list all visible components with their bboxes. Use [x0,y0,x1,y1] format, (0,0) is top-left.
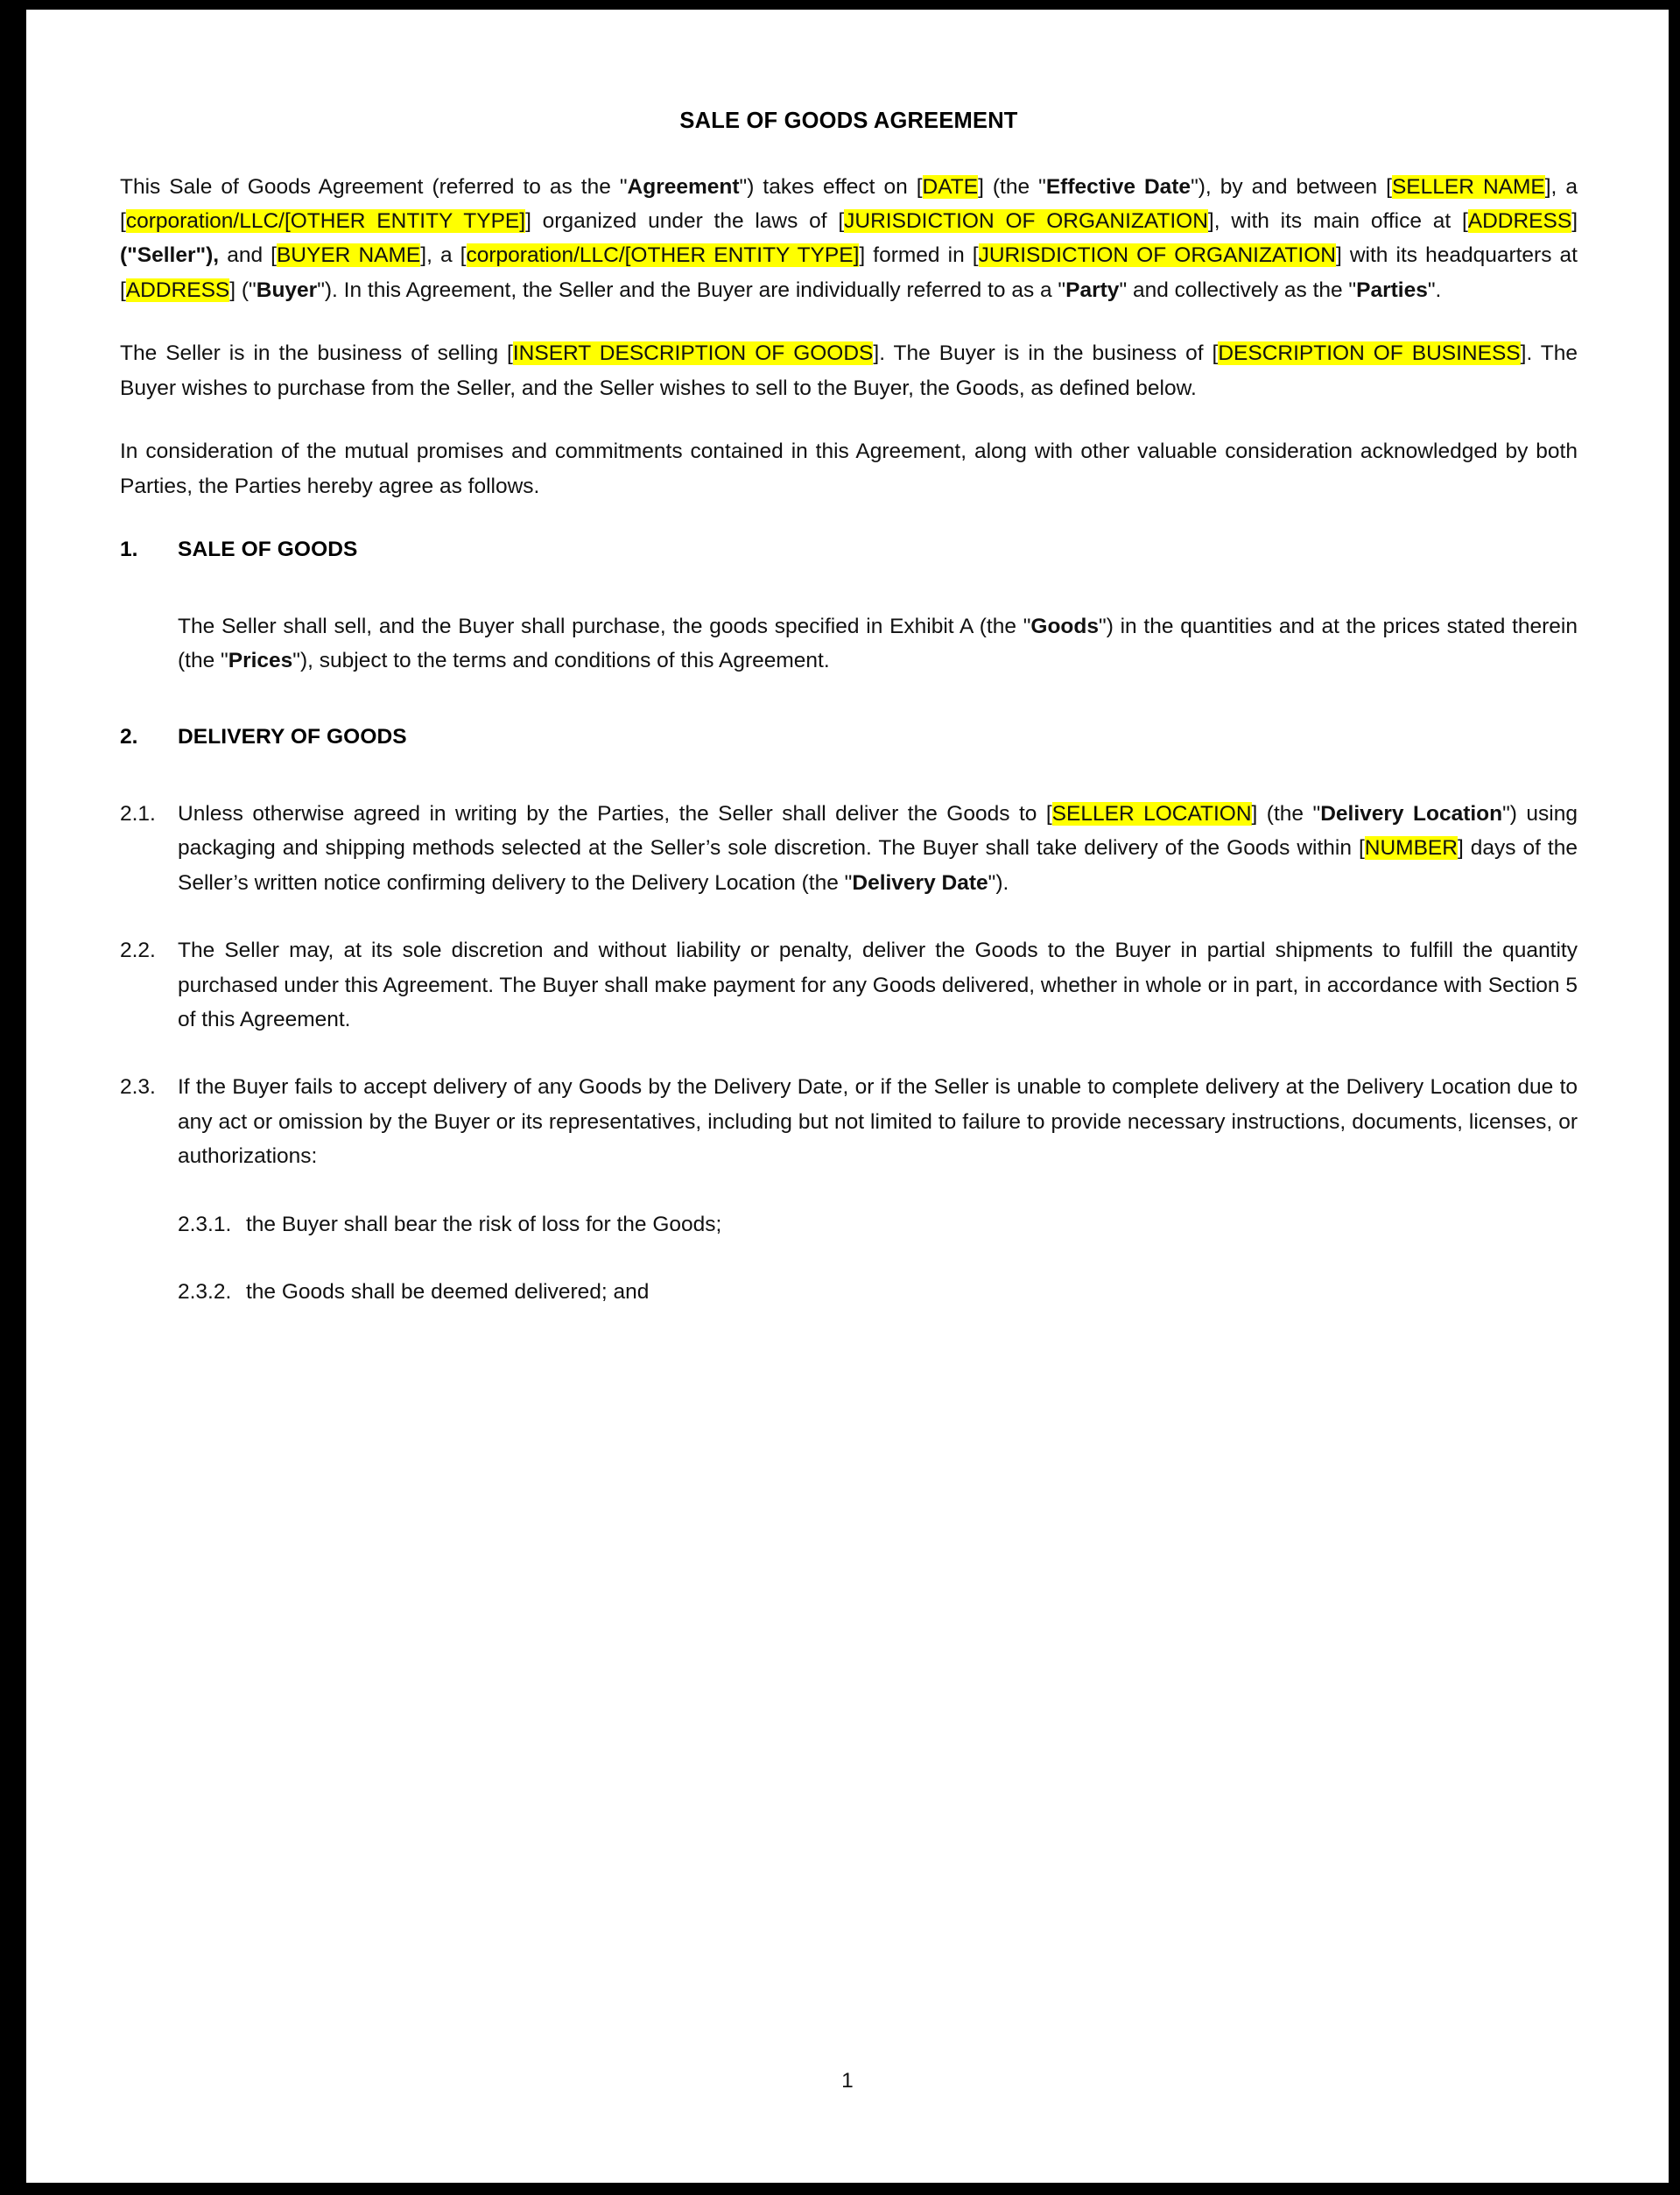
clause-number: 2.2. [120,939,156,963]
text-fragment: ") takes effect on [ [739,174,923,199]
defined-term-party: Party [1065,278,1120,302]
preamble-paragraph-business [120,336,1578,405]
subclause-2-3-2 [120,1275,1578,1309]
section-1-body [120,609,1578,679]
defined-term-buyer: Buyer [256,278,318,302]
defined-term-seller: ("Seller"), [120,243,220,268]
clause-number: 2.1. [120,801,156,826]
page-title: SALE OF GOODS AGREEMENT [679,109,1018,133]
placeholder-business-description: DESCRIPTION OF BUSINESS [1218,341,1521,366]
section-heading-delivery-of-goods [120,720,1578,754]
text-fragment: ] [1571,209,1578,234]
text-fragment: ") using packaging and shipping methods selected at the Seller’s sole discretion. The Buyer shall take delivery of the Goods within [ [178,801,1578,861]
subclause-2-3-1 [120,1207,1578,1242]
section-label: SALE OF GOODS [178,538,358,562]
text-fragment: ] formed in [ [859,243,979,268]
text-fragment: ] (the " [1251,801,1321,826]
text-fragment: The Seller shall sell, and the Buyer shall purchase, the goods specified in Exhibit A (the " [178,614,1031,638]
placeholder-buyer-name: BUYER NAME [276,243,421,268]
text-fragment: ". [1427,278,1442,302]
placeholder-goods-description: INSERT DESCRIPTION OF GOODS [512,341,874,366]
subclause-text: the Goods shall be deemed delivered; and [246,1280,650,1305]
text-fragment: ], a [ [120,174,1578,234]
defined-term-prices: Prices [228,648,293,672]
placeholder-seller-jurisdiction: JURISDICTION OF ORGANIZATION [844,209,1208,234]
text-fragment: "). [988,870,1009,895]
placeholder-seller-entity-type: corporation/LLC/[OTHER ENTITY TYPE] [125,209,526,234]
section-heading-sale-of-goods [120,532,1578,566]
text-fragment: "), by and between [ [1191,174,1392,199]
text-fragment: ] days of the Seller’s written notice confirming delivery to the Delivery Location (the " [178,836,1578,895]
placeholder-number-of-days: NUMBER [1364,836,1458,861]
text-fragment: This Sale of Goods Agreement (referred to as the " [120,174,628,199]
text-fragment: ] (" [229,278,257,302]
subclause-number: 2.3.2. [178,1280,232,1305]
text-fragment: ] (the " [978,174,1046,199]
text-fragment: " and collectively as the " [1119,278,1357,302]
text-fragment: Unless otherwise agreed in writing by the Parties, the Seller shall deliver the Goods to [ [178,801,1052,826]
text-fragment: ]. The Buyer is in the business of [ [873,341,1219,366]
text-fragment: ], a [ [420,243,467,268]
subclause-number: 2.3.1. [178,1212,232,1236]
text-fragment: The Seller is in the business of selling [ [120,341,513,366]
text-fragment: ]. The Buyer wishes to purchase from the Seller, and the Seller wishes to sell to the Buyer, the Goods, as defined below. [120,341,1578,400]
section-label: DELIVERY OF GOODS [178,725,407,749]
text-fragment: ] with its headquarters at [ [120,243,1578,302]
defined-term-delivery-date: Delivery Date [852,870,988,895]
clause-text [178,797,1578,900]
placeholder-seller-address: ADDRESS [1467,209,1572,234]
placeholder-seller-location: SELLER LOCATION [1051,801,1252,826]
placeholder-buyer-jurisdiction: JURISDICTION OF ORGANIZATION [978,243,1336,268]
text-fragment: In consideration of the mutual promises and commitments contained in this Agreement, along with other valuable consideration acknowledged by both Parties, the Parties hereby agree as follows. [120,440,1578,498]
page-number-footer: 1 [841,2069,854,2093]
clause-text: The Seller may, at its sole discretion and without liability or penalty, deliver the Goods to the Buyer in partial shipments to fulfill the quantity purchased under this Agreement. The Buyer shall make payment for any Goods delivered, whether in whole or in part, in accordance with Section 5 of this Agreement. [178,939,1578,1032]
placeholder-date: DATE [922,174,979,199]
defined-term-effective-date: Effective Date [1045,174,1191,199]
subclause-text: the Buyer shall bear the risk of loss for the Goods; [246,1212,722,1236]
defined-term-parties: Parties [1356,278,1428,302]
section-number: 2. [120,725,138,749]
defined-term-agreement: Agreement [627,174,740,199]
text-fragment: "). In this Agreement, the Seller and the Buyer are individually referred to as a " [317,278,1066,302]
placeholder-buyer-address: ADDRESS [125,278,230,302]
clause-2-3 [120,1070,1578,1173]
clause-text: If the Buyer fails to accept delivery of any Goods by the Delivery Date, or if the Seller is unable to complete delivery at the Delivery Location due to any act or omission by the Buyer or its representatives, including but not limited to failure to provide necessary instructions, documents, licenses, or authorizations: [178,1075,1578,1169]
text-fragment: "), subject to the terms and conditions of this Agreement. [292,648,830,672]
preamble-paragraph-consideration [120,434,1578,503]
defined-term-goods: Goods [1030,614,1099,638]
document-page [26,10,1669,2183]
clause-2-2 [120,933,1578,1037]
text-fragment: ] organized under the laws of [ [525,209,845,234]
text-fragment: ], with its main office at [ [1207,209,1468,234]
section-number: 1. [120,538,138,562]
preamble-paragraph-parties [120,170,1578,308]
text-fragment: and [ [219,243,277,268]
placeholder-seller-name: SELLER NAME [1391,174,1545,199]
text-fragment: ") in the quantities and at the prices stated therein (the " [178,614,1578,672]
defined-term-delivery-location: Delivery Location [1320,801,1503,826]
placeholder-buyer-entity-type: corporation/LLC/[OTHER ENTITY TYPE] [466,243,860,268]
clause-number: 2.3. [120,1075,156,1100]
clause-2-1 [120,797,1578,900]
